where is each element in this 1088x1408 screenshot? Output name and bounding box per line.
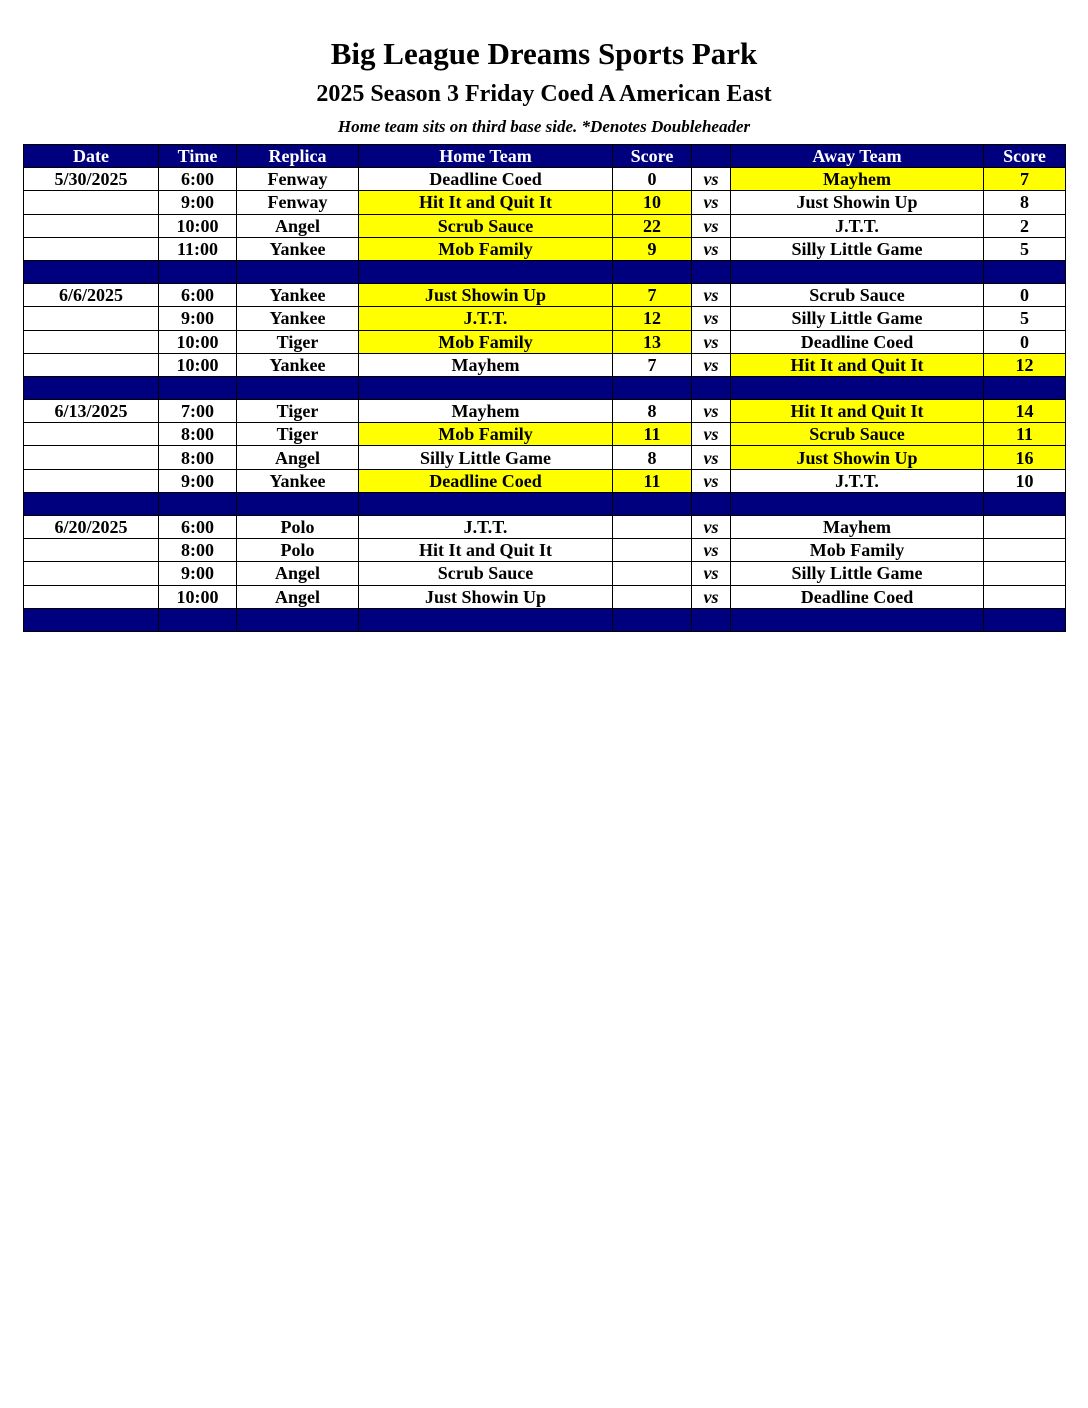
schedule-note: Home team sits on third base side. *Denotes Doubleheader — [337, 117, 751, 136]
table-row — [24, 237, 1066, 260]
away-score-cell: 10 — [984, 469, 1066, 492]
home-score-cell: 9 — [613, 237, 692, 260]
home-team-cell: Just Showin Up — [359, 284, 613, 307]
table-row — [24, 307, 1066, 330]
replica-cell: Angel — [237, 585, 359, 608]
time-cell: 6:00 — [159, 516, 237, 539]
home-team-cell: Mob Family — [359, 237, 613, 260]
week-separator-row — [24, 608, 1066, 631]
date-cell — [24, 539, 159, 562]
time-cell: 11:00 — [159, 237, 237, 260]
separator-cell — [613, 376, 692, 399]
away-score-cell: 12 — [984, 353, 1066, 376]
table-row — [24, 516, 1066, 539]
date-cell — [24, 469, 159, 492]
away-team-cell: Silly Little Game — [731, 237, 984, 260]
home-score-cell: 12 — [613, 307, 692, 330]
date-cell — [24, 423, 159, 446]
away-score-cell: 5 — [984, 237, 1066, 260]
week-separator-row — [24, 492, 1066, 515]
col-header-home-score: Score — [613, 145, 692, 168]
away-team-cell: Just Showin Up — [731, 191, 984, 214]
table-row — [24, 330, 1066, 353]
vs-cell: vs — [692, 168, 731, 191]
table-row — [24, 562, 1066, 585]
replica-cell: Angel — [237, 446, 359, 469]
separator-cell — [984, 260, 1066, 283]
vs-cell: vs — [692, 423, 731, 446]
away-score-cell: 8 — [984, 191, 1066, 214]
home-score-cell: 10 — [613, 191, 692, 214]
separator-cell — [359, 492, 613, 515]
separator-cell — [159, 376, 237, 399]
away-score-cell — [984, 516, 1066, 539]
vs-cell: vs — [692, 400, 731, 423]
date-cell — [24, 237, 159, 260]
home-score-cell: 8 — [613, 446, 692, 469]
separator-cell — [237, 492, 359, 515]
col-header-time: Time — [159, 145, 237, 168]
vs-cell: vs — [692, 585, 731, 608]
table-row — [24, 539, 1066, 562]
time-cell: 10:00 — [159, 585, 237, 608]
away-score-cell: 14 — [984, 400, 1066, 423]
home-team-cell: Mayhem — [359, 353, 613, 376]
time-cell: 10:00 — [159, 330, 237, 353]
replica-cell: Angel — [237, 214, 359, 237]
away-team-cell: Deadline Coed — [731, 585, 984, 608]
time-cell: 9:00 — [159, 307, 237, 330]
replica-cell: Fenway — [237, 191, 359, 214]
home-team-cell: Mob Family — [359, 423, 613, 446]
home-team-cell: Deadline Coed — [359, 168, 613, 191]
home-score-cell: 11 — [613, 469, 692, 492]
time-cell: 9:00 — [159, 469, 237, 492]
home-team-cell: Mob Family — [359, 330, 613, 353]
time-cell: 9:00 — [159, 562, 237, 585]
separator-cell — [159, 260, 237, 283]
replica-cell: Yankee — [237, 237, 359, 260]
home-score-cell: 7 — [613, 353, 692, 376]
away-score-cell: 0 — [984, 330, 1066, 353]
replica-cell: Yankee — [237, 307, 359, 330]
time-cell: 6:00 — [159, 168, 237, 191]
time-cell: 6:00 — [159, 284, 237, 307]
away-score-cell — [984, 539, 1066, 562]
separator-cell — [159, 608, 237, 631]
time-cell: 10:00 — [159, 214, 237, 237]
away-score-cell: 11 — [984, 423, 1066, 446]
home-score-cell — [613, 539, 692, 562]
separator-cell — [359, 608, 613, 631]
separator-cell — [984, 492, 1066, 515]
vs-cell: vs — [692, 214, 731, 237]
table-row — [24, 400, 1066, 423]
away-team-cell: Hit It and Quit It — [731, 400, 984, 423]
away-score-cell: 16 — [984, 446, 1066, 469]
col-header-replica: Replica — [237, 145, 359, 168]
away-team-cell: Scrub Sauce — [731, 423, 984, 446]
separator-cell — [613, 608, 692, 631]
away-team-cell: Just Showin Up — [731, 446, 984, 469]
date-cell — [24, 585, 159, 608]
vs-cell: vs — [692, 469, 731, 492]
date-cell — [24, 353, 159, 376]
col-header-away-score: Score — [984, 145, 1066, 168]
vs-cell: vs — [692, 307, 731, 330]
away-score-cell — [984, 562, 1066, 585]
week-separator-row — [24, 376, 1066, 399]
vs-cell: vs — [692, 330, 731, 353]
home-score-cell — [613, 516, 692, 539]
home-score-cell: 7 — [613, 284, 692, 307]
away-score-cell: 7 — [984, 168, 1066, 191]
home-team-cell: Hit It and Quit It — [359, 539, 613, 562]
time-cell: 10:00 — [159, 353, 237, 376]
home-score-cell — [613, 585, 692, 608]
replica-cell: Yankee — [237, 284, 359, 307]
col-header-home-team: Home Team — [359, 145, 613, 168]
vs-cell: vs — [692, 191, 731, 214]
time-cell: 8:00 — [159, 423, 237, 446]
home-team-cell: Scrub Sauce — [359, 562, 613, 585]
vs-cell: vs — [692, 539, 731, 562]
vs-cell: vs — [692, 353, 731, 376]
away-team-cell: Mob Family — [731, 539, 984, 562]
separator-cell — [359, 376, 613, 399]
week-separator-row — [24, 260, 1066, 283]
table-row — [24, 585, 1066, 608]
table-row — [24, 446, 1066, 469]
vs-cell: vs — [692, 284, 731, 307]
vs-cell: vs — [692, 237, 731, 260]
separator-cell — [24, 608, 159, 631]
home-team-cell: Deadline Coed — [359, 469, 613, 492]
page-title: Big League Dreams Sports Park — [330, 36, 758, 71]
home-team-cell: Scrub Sauce — [359, 214, 613, 237]
table-row — [24, 214, 1066, 237]
time-cell: 9:00 — [159, 191, 237, 214]
date-cell — [24, 214, 159, 237]
separator-cell — [692, 260, 731, 283]
col-header-vs — [692, 145, 731, 168]
home-team-cell: Hit It and Quit It — [359, 191, 613, 214]
home-score-cell: 22 — [613, 214, 692, 237]
separator-cell — [731, 608, 984, 631]
table-row — [24, 191, 1066, 214]
time-cell: 8:00 — [159, 539, 237, 562]
separator-cell — [359, 260, 613, 283]
separator-cell — [237, 260, 359, 283]
date-cell — [24, 446, 159, 469]
table-row — [24, 353, 1066, 376]
home-team-cell: Mayhem — [359, 400, 613, 423]
separator-cell — [159, 492, 237, 515]
separator-cell — [24, 260, 159, 283]
home-team-cell: J.T.T. — [359, 307, 613, 330]
date-cell: 6/20/2025 — [24, 516, 159, 539]
away-team-cell: Silly Little Game — [731, 562, 984, 585]
date-cell — [24, 307, 159, 330]
replica-cell: Polo — [237, 539, 359, 562]
away-score-cell: 5 — [984, 307, 1066, 330]
table-row — [24, 469, 1066, 492]
separator-cell — [613, 260, 692, 283]
home-score-cell: 8 — [613, 400, 692, 423]
replica-cell: Angel — [237, 562, 359, 585]
home-score-cell — [613, 562, 692, 585]
home-team-cell: Just Showin Up — [359, 585, 613, 608]
time-cell: 8:00 — [159, 446, 237, 469]
separator-cell — [692, 608, 731, 631]
col-header-away-team: Away Team — [731, 145, 984, 168]
replica-cell: Tiger — [237, 400, 359, 423]
header-row — [24, 145, 1066, 168]
replica-cell: Tiger — [237, 423, 359, 446]
separator-cell — [24, 376, 159, 399]
separator-cell — [24, 492, 159, 515]
date-cell — [24, 330, 159, 353]
home-team-cell: J.T.T. — [359, 516, 613, 539]
away-team-cell: Hit It and Quit It — [731, 353, 984, 376]
separator-cell — [984, 608, 1066, 631]
home-score-cell: 0 — [613, 168, 692, 191]
away-team-cell: Mayhem — [731, 516, 984, 539]
replica-cell: Fenway — [237, 168, 359, 191]
vs-cell: vs — [692, 446, 731, 469]
away-team-cell: Silly Little Game — [731, 307, 984, 330]
home-score-cell: 11 — [613, 423, 692, 446]
time-cell: 7:00 — [159, 400, 237, 423]
table-row — [24, 423, 1066, 446]
separator-cell — [692, 492, 731, 515]
page-subtitle: 2025 Season 3 Friday Coed A American East — [316, 81, 772, 107]
away-score-cell: 2 — [984, 214, 1066, 237]
date-cell: 5/30/2025 — [24, 168, 159, 191]
separator-cell — [731, 260, 984, 283]
date-cell — [24, 562, 159, 585]
away-score-cell — [984, 585, 1066, 608]
home-score-cell: 13 — [613, 330, 692, 353]
away-score-cell: 0 — [984, 284, 1066, 307]
home-team-cell: Silly Little Game — [359, 446, 613, 469]
replica-cell: Polo — [237, 516, 359, 539]
table-row — [24, 284, 1066, 307]
date-cell: 6/13/2025 — [24, 400, 159, 423]
replica-cell: Tiger — [237, 330, 359, 353]
schedule-body — [24, 168, 1066, 632]
replica-cell: Yankee — [237, 353, 359, 376]
date-cell: 6/6/2025 — [24, 284, 159, 307]
date-cell — [24, 191, 159, 214]
col-header-date: Date — [24, 145, 159, 168]
separator-cell — [237, 376, 359, 399]
separator-cell — [731, 376, 984, 399]
separator-cell — [731, 492, 984, 515]
table-row — [24, 168, 1066, 191]
separator-cell — [984, 376, 1066, 399]
vs-cell: vs — [692, 516, 731, 539]
away-team-cell: J.T.T. — [731, 469, 984, 492]
separator-cell — [237, 608, 359, 631]
replica-cell: Yankee — [237, 469, 359, 492]
vs-cell: vs — [692, 562, 731, 585]
away-team-cell: Mayhem — [731, 168, 984, 191]
away-team-cell: J.T.T. — [731, 214, 984, 237]
separator-cell — [613, 492, 692, 515]
away-team-cell: Deadline Coed — [731, 330, 984, 353]
separator-cell — [692, 376, 731, 399]
schedule-table — [23, 144, 1066, 632]
away-team-cell: Scrub Sauce — [731, 284, 984, 307]
